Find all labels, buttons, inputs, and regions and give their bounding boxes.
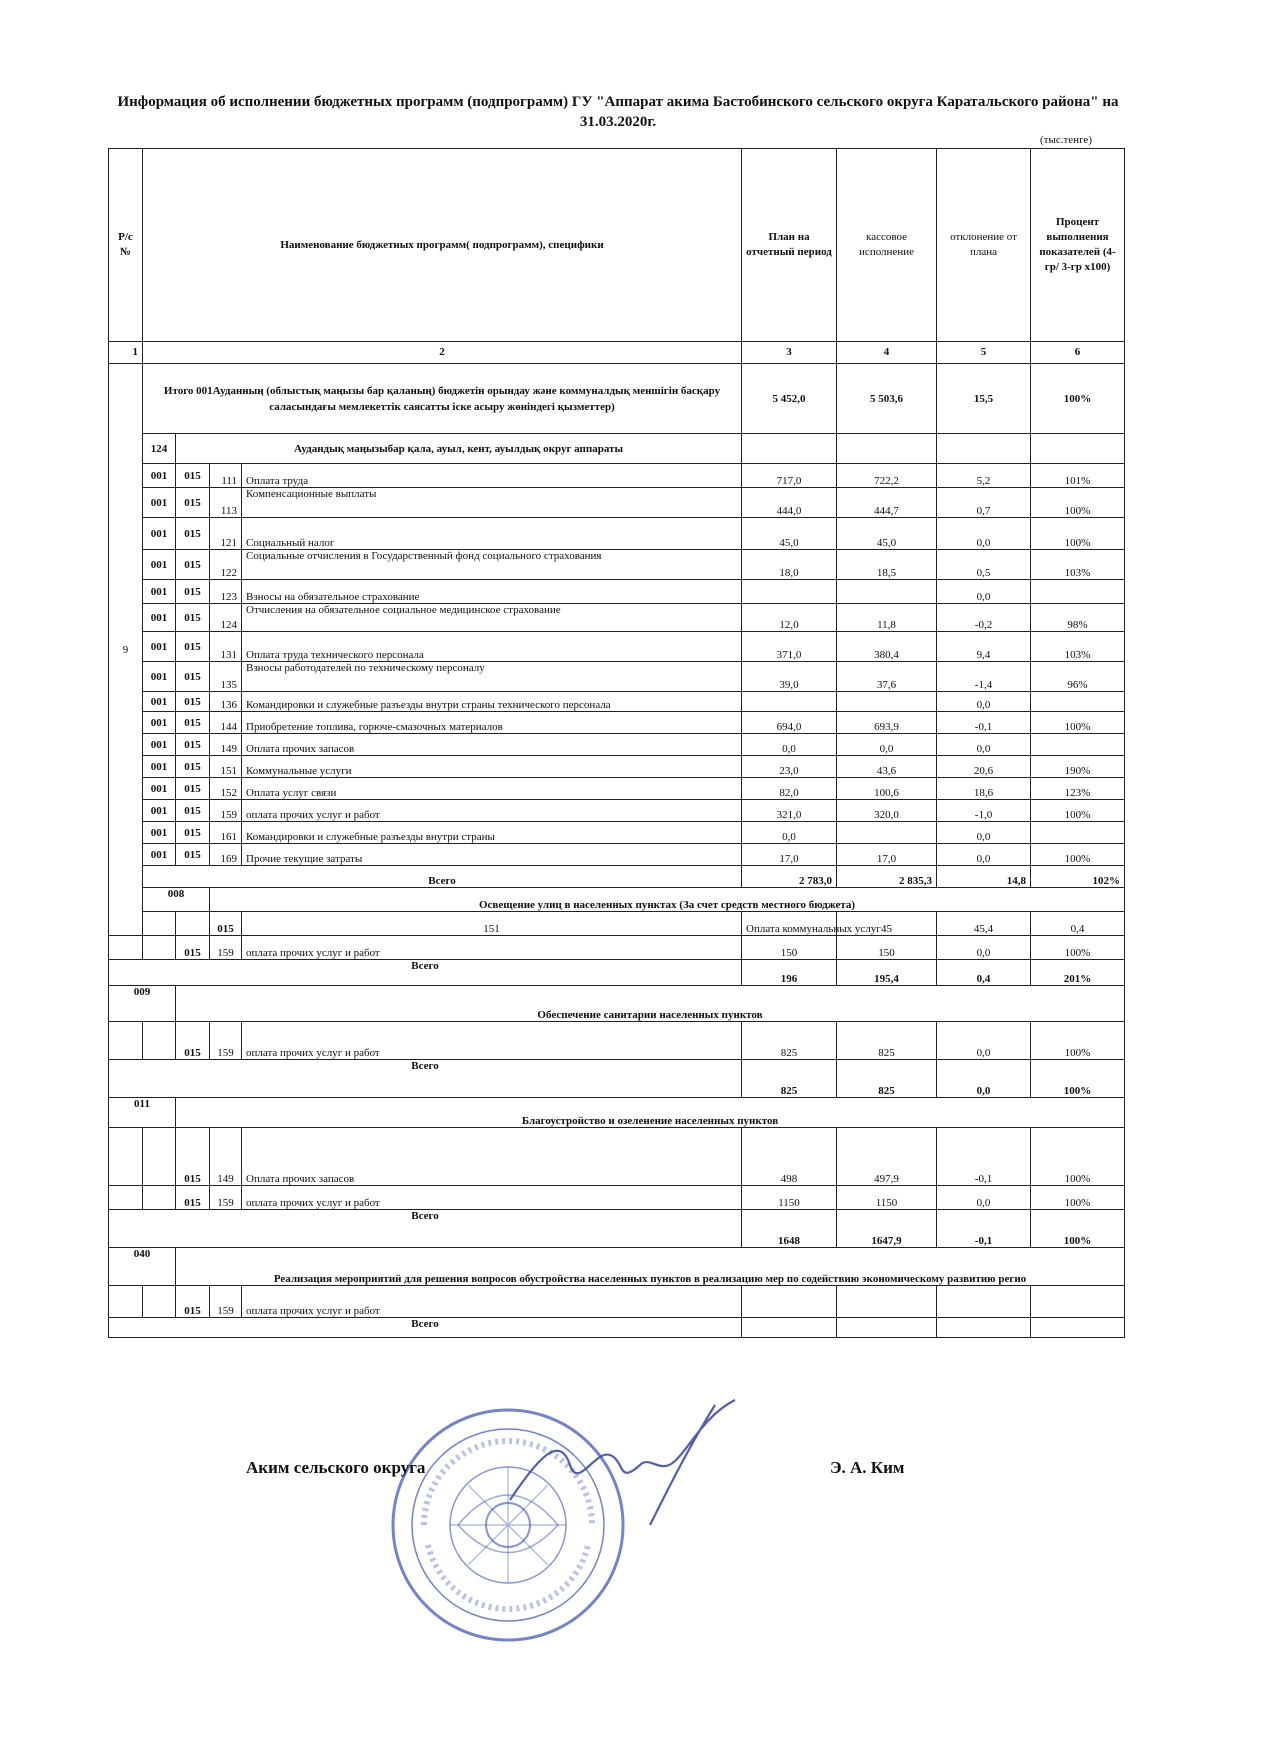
code-c: 159 bbox=[210, 800, 242, 822]
subtotal-label: Всего bbox=[109, 1318, 742, 1338]
subtotal-pct: 100% bbox=[1031, 1060, 1125, 1098]
value-cash: 722,2 bbox=[837, 464, 937, 488]
spec-name: Взносы на обязательное страхование bbox=[242, 580, 742, 604]
value-pct bbox=[1031, 822, 1125, 844]
value-cash bbox=[837, 692, 937, 712]
header-dev: отклонение от плана bbox=[937, 149, 1031, 342]
section-code: 124 bbox=[143, 434, 176, 464]
table-row bbox=[109, 1186, 1125, 1210]
value-pct: 100% bbox=[1031, 936, 1125, 960]
empty-cell bbox=[937, 434, 1031, 464]
spec-name: оплата прочих услуг и работ bbox=[242, 1186, 742, 1210]
code-a: 001 bbox=[143, 822, 176, 844]
value-cash: 43,6 bbox=[837, 756, 937, 778]
subtotal-pct: 100% bbox=[1031, 1210, 1125, 1248]
value-pct bbox=[1031, 734, 1125, 756]
section-code: 011 bbox=[109, 1098, 176, 1128]
value-dev: 0,4 bbox=[1031, 912, 1125, 936]
empty-cell bbox=[143, 1022, 176, 1060]
empty-cell bbox=[837, 434, 937, 464]
value-pct bbox=[1031, 580, 1125, 604]
empty-cell bbox=[143, 1286, 176, 1318]
value-dev: 0,0 bbox=[937, 844, 1031, 866]
code-b: 015 bbox=[176, 778, 210, 800]
empty-cell bbox=[109, 1186, 143, 1210]
code-c: 169 bbox=[210, 844, 242, 866]
code-c: 122 bbox=[210, 550, 242, 580]
value-plan: 694,0 bbox=[742, 712, 837, 734]
col-number: 6 bbox=[1031, 342, 1125, 364]
value-plan bbox=[742, 1286, 837, 1318]
budget-table bbox=[108, 148, 1125, 1338]
value-plan: 444,0 bbox=[742, 488, 837, 518]
empty-cell bbox=[109, 1128, 143, 1186]
value-pct: 100% bbox=[1031, 712, 1125, 734]
spec-name: оплата прочих услуг и работ bbox=[242, 1286, 742, 1318]
table-row bbox=[109, 662, 1125, 692]
table-row bbox=[109, 1022, 1125, 1060]
code-b: 015 bbox=[176, 464, 210, 488]
code-a: 001 bbox=[143, 692, 176, 712]
value-plan: 498 bbox=[742, 1128, 837, 1186]
value-pct: 100% bbox=[1031, 1186, 1125, 1210]
code-c: 136 bbox=[210, 692, 242, 712]
table-row bbox=[109, 822, 1125, 844]
table-row bbox=[109, 1128, 1125, 1186]
value-plan: 0,0 bbox=[742, 822, 837, 844]
value-dev: 0,0 bbox=[937, 734, 1031, 756]
value-cash: 45,4 bbox=[937, 912, 1031, 936]
header-cash: кассовое исполнение bbox=[837, 149, 937, 342]
value-pct bbox=[1031, 692, 1125, 712]
col-number: 1 bbox=[109, 342, 143, 364]
value-plan bbox=[742, 692, 837, 712]
subtotal-label: Всего bbox=[109, 1210, 742, 1248]
value-pct bbox=[1031, 1286, 1125, 1318]
empty-cell bbox=[143, 1128, 176, 1186]
value-dev: 0,7 bbox=[937, 488, 1031, 518]
empty-cell bbox=[109, 1286, 143, 1318]
value-cash: 100,6 bbox=[837, 778, 937, 800]
spec-name: Оплата труда bbox=[242, 464, 742, 488]
subtotal-cash: 1647,9 bbox=[837, 1210, 937, 1248]
value-dev: 0,0 bbox=[937, 692, 1031, 712]
value-plan: 45 bbox=[837, 912, 937, 936]
value-cash: 1150 bbox=[837, 1186, 937, 1210]
value-plan: 371,0 bbox=[742, 632, 837, 662]
value-plan: 12,0 bbox=[742, 604, 837, 632]
section-title: Благоустройство и озеленение населенных пунктов bbox=[176, 1098, 1125, 1128]
value-dev: 0,0 bbox=[937, 518, 1031, 550]
subtotal-plan: 1648 bbox=[742, 1210, 837, 1248]
empty-cell bbox=[143, 936, 176, 960]
spec-name: оплата прочих услуг и работ bbox=[242, 800, 742, 822]
code-c: 123 bbox=[210, 580, 242, 604]
value-dev: -0,2 bbox=[937, 604, 1031, 632]
value-plan: 45,0 bbox=[742, 518, 837, 550]
code-a: 001 bbox=[143, 756, 176, 778]
table-row bbox=[109, 632, 1125, 662]
header-num: Р/с № bbox=[109, 149, 143, 342]
code-a: 001 bbox=[143, 712, 176, 734]
value-plan: 17,0 bbox=[742, 844, 837, 866]
value-dev: -1,4 bbox=[937, 662, 1031, 692]
subtotal-cash: 825 bbox=[837, 1060, 937, 1098]
total-cash: 5 503,6 bbox=[837, 364, 937, 434]
value-pct: 96% bbox=[1031, 662, 1125, 692]
value-dev: -1,0 bbox=[937, 800, 1031, 822]
subtotal-plan: 2 783,0 bbox=[742, 866, 837, 888]
table-row bbox=[109, 692, 1125, 712]
table-row bbox=[109, 464, 1125, 488]
value-dev bbox=[937, 1286, 1031, 1318]
spec-name: оплата прочих услуг и работ bbox=[242, 1022, 742, 1060]
value-dev: 0,0 bbox=[937, 1022, 1031, 1060]
value-cash: 11,8 bbox=[837, 604, 937, 632]
row-index: 9 bbox=[109, 364, 143, 936]
value-pct: 103% bbox=[1031, 632, 1125, 662]
subtotal-plan: 825 bbox=[742, 1060, 837, 1098]
subtotal-dev: 0,0 bbox=[937, 1060, 1031, 1098]
subtotal-cash: 2 835,3 bbox=[837, 866, 937, 888]
subtotal-dev bbox=[937, 1318, 1031, 1338]
col-number: 5 bbox=[937, 342, 1031, 364]
value-plan: 321,0 bbox=[742, 800, 837, 822]
subtotal-label: Всего bbox=[109, 960, 742, 986]
code-a: 001 bbox=[143, 662, 176, 692]
subtotal-dev: 0,4 bbox=[937, 960, 1031, 986]
table-row bbox=[109, 518, 1125, 550]
value-plan: 150 bbox=[742, 936, 837, 960]
code-a: 001 bbox=[143, 464, 176, 488]
value-dev: 9,4 bbox=[937, 632, 1031, 662]
code-c: 159 bbox=[210, 1022, 242, 1060]
code-b: 015 bbox=[176, 518, 210, 550]
value-plan: 39,0 bbox=[742, 662, 837, 692]
program-total-label: Итого 001Ауданның (облыстық маңызы бар қаланың) бюджетiн орындау және коммуналдық меншiгiн басқару саласындағы мемлекеттiк саясатты iске асыру жөнiндегi қызметтер) bbox=[143, 364, 742, 434]
spec-name: Оплата прочих запасов bbox=[242, 734, 742, 756]
code-c: 135 bbox=[210, 662, 242, 692]
code-c: 159 bbox=[210, 936, 242, 960]
value-pct: 100% bbox=[1031, 1022, 1125, 1060]
code-a: 001 bbox=[143, 604, 176, 632]
table-row bbox=[109, 434, 1125, 464]
table-row bbox=[109, 844, 1125, 866]
table-row bbox=[109, 604, 1125, 632]
value-cash: 150 bbox=[837, 936, 937, 960]
value-pct: 100% bbox=[1031, 800, 1125, 822]
spec-name: Приобретение топлива, горюче-смазочных материалов bbox=[242, 712, 742, 734]
code-b: 015 bbox=[176, 936, 210, 960]
value-cash: 37,6 bbox=[837, 662, 937, 692]
section-title: Реализация мероприятий для решения вопросов обустройства населенных пунктов в реализацию мер по содействию экономическому развитию регио bbox=[176, 1248, 1125, 1286]
code-a: 001 bbox=[143, 844, 176, 866]
value-cash: 380,4 bbox=[837, 632, 937, 662]
value-cash bbox=[837, 822, 937, 844]
spec-name: Командировки и служебные разъезды внутри страны технического персонала bbox=[242, 692, 742, 712]
code-b: 015 bbox=[176, 756, 210, 778]
spec-name: Компенсационные выплаты bbox=[242, 488, 742, 518]
code-b: 015 bbox=[176, 1186, 210, 1210]
empty-cell bbox=[143, 912, 176, 936]
table-row bbox=[109, 912, 1125, 936]
empty-cell bbox=[176, 912, 210, 936]
code-b: 015 bbox=[176, 822, 210, 844]
code-b: 015 bbox=[176, 488, 210, 518]
code-b: 015 bbox=[176, 1128, 210, 1186]
code-c: 124 bbox=[210, 604, 242, 632]
value-pct: 100% bbox=[1031, 844, 1125, 866]
value-dev: 18,6 bbox=[937, 778, 1031, 800]
code-b: 015 bbox=[176, 550, 210, 580]
code-c: 151 bbox=[210, 756, 242, 778]
total-pct: 100% bbox=[1031, 364, 1125, 434]
code-a: 001 bbox=[143, 518, 176, 550]
subtotal-label: Всего bbox=[143, 866, 742, 888]
section-title: Аудандық маңызыбар қала, ауыл, кент, ауылдық округ аппараты bbox=[176, 434, 742, 464]
value-plan: 1150 bbox=[742, 1186, 837, 1210]
code-c: 159 bbox=[210, 1186, 242, 1210]
value-dev: 5,2 bbox=[937, 464, 1031, 488]
col-number: 3 bbox=[742, 342, 837, 364]
subtotal-pct: 102% bbox=[1031, 866, 1125, 888]
section-title: Обеспечение санитарии населенных пунктов bbox=[176, 986, 1125, 1022]
value-plan: 0,0 bbox=[742, 734, 837, 756]
value-dev: 20,6 bbox=[937, 756, 1031, 778]
code-a: 001 bbox=[143, 800, 176, 822]
table-row bbox=[109, 712, 1125, 734]
code-c: 159 bbox=[210, 1286, 242, 1318]
spec-name: Оплата коммунальных услуг bbox=[742, 912, 837, 936]
value-dev: 0,0 bbox=[937, 936, 1031, 960]
code-a: 001 bbox=[143, 734, 176, 756]
table-row bbox=[109, 960, 1125, 986]
code-b: 015 bbox=[176, 692, 210, 712]
spec-name: Командировки и служебные разъезды внутри страны bbox=[242, 822, 742, 844]
value-dev: 0,0 bbox=[937, 1186, 1031, 1210]
value-cash: 693,9 bbox=[837, 712, 937, 734]
code-b: 015 bbox=[176, 734, 210, 756]
subtotal-pct: 201% bbox=[1031, 960, 1125, 986]
code-a: 001 bbox=[143, 580, 176, 604]
spec-name: оплата прочих услуг и работ bbox=[242, 936, 742, 960]
table-row bbox=[109, 1098, 1125, 1128]
value-cash: 320,0 bbox=[837, 800, 937, 822]
code-c: 144 bbox=[210, 712, 242, 734]
section-code: 008 bbox=[143, 888, 210, 912]
table-row bbox=[109, 800, 1125, 822]
header-plan: План на отчетный период bbox=[742, 149, 837, 342]
table-row bbox=[109, 1286, 1125, 1318]
table-row bbox=[109, 866, 1125, 888]
table-row bbox=[109, 734, 1125, 756]
subtotal-pct bbox=[1031, 1318, 1125, 1338]
subtotal-label: Всего bbox=[109, 1060, 742, 1098]
value-pct: 103% bbox=[1031, 550, 1125, 580]
header-name: Наименование бюджетных программ( подпрограмм), специфики bbox=[143, 149, 742, 342]
signer-position: Аким сельского округа bbox=[246, 1458, 426, 1477]
empty-cell bbox=[109, 936, 143, 960]
code-b: 015 bbox=[176, 1022, 210, 1060]
value-cash: 45,0 bbox=[837, 518, 937, 550]
spec-name: Оплата прочих запасов bbox=[242, 1128, 742, 1186]
subtotal-cash: 195,4 bbox=[837, 960, 937, 986]
value-pct: 98% bbox=[1031, 604, 1125, 632]
table-row bbox=[109, 1248, 1125, 1286]
code-c: 149 bbox=[210, 734, 242, 756]
value-cash: 18,5 bbox=[837, 550, 937, 580]
col-number: 4 bbox=[837, 342, 937, 364]
spec-name: Социальные отчисления в Государственный фонд социального страхования bbox=[242, 550, 742, 580]
value-dev: 0,0 bbox=[937, 822, 1031, 844]
value-plan: 23,0 bbox=[742, 756, 837, 778]
value-plan: 18,0 bbox=[742, 550, 837, 580]
round-seal bbox=[388, 1405, 628, 1645]
code-c: 131 bbox=[210, 632, 242, 662]
signer-name: Э. А. Ким bbox=[830, 1458, 905, 1477]
value-pct: 190% bbox=[1031, 756, 1125, 778]
table-row bbox=[109, 778, 1125, 800]
value-cash: 17,0 bbox=[837, 844, 937, 866]
code-b: 015 bbox=[176, 662, 210, 692]
code-b: 015 bbox=[176, 800, 210, 822]
subtotal-plan: 196 bbox=[742, 960, 837, 986]
code-c: 152 bbox=[210, 778, 242, 800]
code-b: 015 bbox=[176, 844, 210, 866]
section-title: Освещение улиц в населенных пунктах (За счет средств местного бюджета) bbox=[210, 888, 1125, 912]
value-plan: 82,0 bbox=[742, 778, 837, 800]
units-note: (тыс.тенге) bbox=[1040, 134, 1092, 146]
table-row bbox=[109, 580, 1125, 604]
value-cash bbox=[837, 580, 937, 604]
empty-cell bbox=[742, 434, 837, 464]
subtotal-cash bbox=[837, 1318, 937, 1338]
value-dev: 0,0 bbox=[937, 580, 1031, 604]
table-row bbox=[109, 550, 1125, 580]
table-row bbox=[109, 364, 1125, 434]
value-cash bbox=[837, 1286, 937, 1318]
subtotal-plan bbox=[742, 1318, 837, 1338]
section-code: 009 bbox=[109, 986, 176, 1022]
code-b: 015 bbox=[176, 604, 210, 632]
value-pct: 101% bbox=[1031, 464, 1125, 488]
empty-cell bbox=[1031, 434, 1125, 464]
value-dev: -0,1 bbox=[937, 1128, 1031, 1186]
code-c: 111 bbox=[210, 464, 242, 488]
table-row bbox=[109, 888, 1125, 912]
code-a: 001 bbox=[143, 632, 176, 662]
code-c: 151 bbox=[242, 912, 742, 936]
code-b: 015 bbox=[176, 580, 210, 604]
code-a: 001 bbox=[143, 488, 176, 518]
code-b: 015 bbox=[176, 1286, 210, 1318]
code-c: 149 bbox=[210, 1128, 242, 1186]
table-row bbox=[109, 756, 1125, 778]
code-b: 015 bbox=[176, 632, 210, 662]
table-row bbox=[109, 936, 1125, 960]
total-dev: 15,5 bbox=[937, 364, 1031, 434]
value-cash: 0,0 bbox=[837, 734, 937, 756]
value-pct: 100% bbox=[1031, 488, 1125, 518]
value-pct: 100% bbox=[1031, 1128, 1125, 1186]
section-code: 040 bbox=[109, 1248, 176, 1286]
table-row bbox=[109, 986, 1125, 1022]
col-number: 2 bbox=[143, 342, 742, 364]
value-plan: 825 bbox=[742, 1022, 837, 1060]
spec-name: Оплата услуг связи bbox=[242, 778, 742, 800]
subtotal-dev: 14,8 bbox=[937, 866, 1031, 888]
spec-name: Коммунальные услуги bbox=[242, 756, 742, 778]
spec-name: Отчисления на обязательное социальное медицинское страхование bbox=[242, 604, 742, 632]
code-c: 161 bbox=[210, 822, 242, 844]
table-row bbox=[109, 488, 1125, 518]
code-c: 113 bbox=[210, 488, 242, 518]
total-plan: 5 452,0 bbox=[742, 364, 837, 434]
code-a: 001 bbox=[143, 550, 176, 580]
value-dev: 0,5 bbox=[937, 550, 1031, 580]
table-row bbox=[109, 1210, 1125, 1248]
value-plan: 717,0 bbox=[742, 464, 837, 488]
subtotal-dev: -0,1 bbox=[937, 1210, 1031, 1248]
value-cash: 497,9 bbox=[837, 1128, 937, 1186]
spec-name: Прочие текущие затраты bbox=[242, 844, 742, 866]
code-c: 121 bbox=[210, 518, 242, 550]
document-title: Информация об исполнении бюджетных программ (подпрограмм) ГУ "Аппарат акима Бастобинского сельского округа Каратальского района" на 31.03.2020г. bbox=[117, 94, 1119, 130]
value-pct: 123% bbox=[1031, 778, 1125, 800]
table-row bbox=[109, 1060, 1125, 1098]
value-cash: 444,7 bbox=[837, 488, 937, 518]
value-cash: 825 bbox=[837, 1022, 937, 1060]
empty-cell bbox=[143, 1186, 176, 1210]
value-pct: 100% bbox=[1031, 518, 1125, 550]
spec-name: Взносы работодателей по техническому персоналу bbox=[242, 662, 742, 692]
code-b: 015 bbox=[176, 712, 210, 734]
value-dev: -0,1 bbox=[937, 712, 1031, 734]
code-b: 015 bbox=[210, 912, 242, 936]
empty-cell bbox=[109, 1022, 143, 1060]
spec-name: Социальный налог bbox=[242, 518, 742, 550]
header-pct: Процент выполнения показателей (4-гр/ 3-гр х100) bbox=[1031, 149, 1125, 342]
spec-name: Оплата труда технического персонала bbox=[242, 632, 742, 662]
code-a: 001 bbox=[143, 778, 176, 800]
table-row bbox=[109, 1318, 1125, 1338]
value-plan bbox=[742, 580, 837, 604]
